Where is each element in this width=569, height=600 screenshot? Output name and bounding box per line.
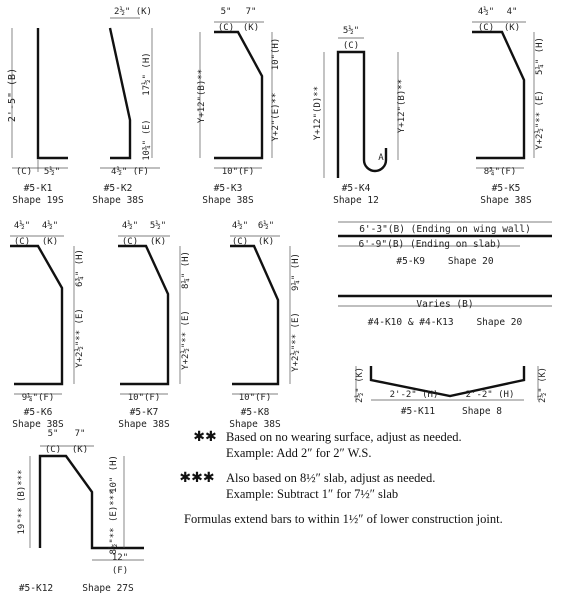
k7-k-label: (K) xyxy=(149,237,167,247)
k2-f-label: 4½" (F) xyxy=(111,167,149,177)
k3-c-length: 5" xyxy=(220,7,232,17)
shape-k4 xyxy=(313,25,407,206)
k11-shape-no: Shape 8 xyxy=(461,406,503,417)
k3-c-label: (C) xyxy=(217,23,235,33)
k6-c-label: (C) xyxy=(13,237,31,247)
k8-e-label: Y+2½"** (E) xyxy=(291,312,301,372)
k3-bar-mark: #5-K3 xyxy=(213,183,243,194)
k2-bar-mark: #5-K2 xyxy=(103,183,133,194)
k12-b-label: 19"** (B)*** xyxy=(17,469,27,535)
k12-h-label: 10" (H) xyxy=(109,455,119,493)
k5-f-label: 8¾"(F) xyxy=(483,167,517,177)
k8-c-label: (C) xyxy=(231,237,249,247)
k9-b-wing-label: 6'-3"(B) (Ending on wing wall) xyxy=(359,224,531,235)
shape-k10-k13 xyxy=(338,296,552,328)
k3-f-label: 10"(F) xyxy=(221,167,255,177)
k8-bar xyxy=(230,246,278,384)
k6-c-length: 4½" xyxy=(13,221,31,231)
k8-shape-no: Shape 38S xyxy=(229,419,281,430)
k11-h-left: 2'-2" (H) xyxy=(389,390,439,400)
k7-k-length: 5½" xyxy=(149,221,167,231)
k8-h-label: 9¼" (H) xyxy=(291,253,301,291)
k1-bar-mark: #5-K1 xyxy=(23,183,53,194)
k11-bar-mark: #5-K11 xyxy=(400,406,436,417)
k3-shape-no: Shape 38S xyxy=(202,195,254,206)
shape-k11 xyxy=(354,366,548,417)
k8-c-length: 4½" xyxy=(231,221,249,231)
k6-h-label: 6¾" (H) xyxy=(75,249,85,287)
k2-k-label: 2½" (K) xyxy=(114,7,152,17)
k1-c-label: (C) xyxy=(15,167,33,177)
k12-c-label: (C) xyxy=(44,445,62,455)
k11-k-right: 2½" (K) xyxy=(538,367,548,403)
k5-e-label: Y+2½"** (E) xyxy=(535,90,545,150)
note1-line2: Example: Add 2″ for 2″ W.S. xyxy=(226,446,372,460)
k3-k-label: (K) xyxy=(242,23,260,33)
k12-k-label: (K) xyxy=(71,445,89,455)
k7-c-label: (C) xyxy=(121,237,139,247)
k1-c-length: 5½" xyxy=(43,167,61,177)
k12-bar xyxy=(40,456,144,548)
note2-line1: Also based on 8½″ slab, adjust as needed. xyxy=(226,471,436,485)
k8-bar-mark: #5-K8 xyxy=(240,407,270,418)
k7-f-label: 10"(F) xyxy=(127,393,161,403)
k5-bar xyxy=(472,32,524,158)
shape-k2 xyxy=(92,6,160,206)
k5-bar-mark: #5-K5 xyxy=(491,183,521,194)
k5-c-length: 4½" xyxy=(477,7,495,17)
note1-symbol: ✱✱ xyxy=(193,430,217,445)
k12-f-label: (F) xyxy=(111,566,129,576)
note2-line2: Example: Subtract 1″ for 7½″ slab xyxy=(226,487,399,501)
shape-k12 xyxy=(17,429,144,594)
k6-k-label: (K) xyxy=(41,237,59,247)
k7-bar-mark: #5-K7 xyxy=(129,407,159,418)
k2-e-label: 10¾" (E) xyxy=(142,119,152,161)
k7-c-length: 4½" xyxy=(121,221,139,231)
k11-k-left: 2½" (K) xyxy=(355,367,365,403)
k5-h-label: 5¼" (H) xyxy=(535,37,545,75)
k5-c-label: (C) xyxy=(477,23,495,33)
k12-shape-no: Shape 27S xyxy=(82,583,134,594)
k6-k-length: 4½" xyxy=(41,221,59,231)
k4-c-length: 5½" xyxy=(342,26,360,36)
k7-e-label: Y+2½"** (E) xyxy=(181,310,191,370)
k10-b-label: Varies (B) xyxy=(416,299,474,310)
k8-k-length: 6½" xyxy=(257,221,275,231)
k4-bar-mark: #5-K4 xyxy=(341,183,371,194)
k12-c-length: 5" xyxy=(47,429,59,439)
k3-k-length: 7" xyxy=(245,7,257,17)
shape-k6 xyxy=(10,220,85,430)
notes-block xyxy=(179,430,502,526)
k3-bar xyxy=(214,32,262,158)
shape-k1 xyxy=(7,28,68,206)
k4-b-label: Y+12"(B)** xyxy=(397,78,407,134)
k12-e-label: 8½"** (E)*** xyxy=(109,489,119,555)
k8-f-label: 10"(F) xyxy=(238,393,272,403)
k10-caption: #4-K10 & #4-K13 Shape 20 xyxy=(367,317,523,328)
k1-bar xyxy=(38,28,68,158)
note2-symbol: ✱✱✱ xyxy=(179,471,215,486)
k12-k-length: 7" xyxy=(74,429,86,439)
k12-bar-mark: #5-K12 xyxy=(18,583,54,594)
k5-shape-no: Shape 38S xyxy=(480,195,532,206)
k3-e-label: Y+2"(E)** xyxy=(271,92,281,142)
note1-line1: Based on no wearing surface, adjust as needed. xyxy=(226,430,462,444)
k3-h-label: 10"(H) xyxy=(271,37,281,71)
k7-bar xyxy=(118,246,168,384)
shape-k8 xyxy=(229,220,301,430)
k2-shape-no: Shape 38S xyxy=(92,195,144,206)
k1-b-label: 2'-5" (B) xyxy=(7,67,18,123)
k12-f-length: 12" xyxy=(111,553,129,563)
shape-k7 xyxy=(118,220,191,430)
k4-c-label: (C) xyxy=(342,41,360,51)
k6-shape-no: Shape 38S xyxy=(12,419,64,430)
k5-k-label: (K) xyxy=(503,23,521,33)
note3-line1: Formulas extend bars to within 1½″ of lower construction joint. xyxy=(184,512,503,526)
k4-shape-no: Shape 12 xyxy=(333,195,379,206)
k1-shape-no: Shape 19S xyxy=(12,195,64,206)
k7-h-label: 8¼" (H) xyxy=(181,251,191,289)
k6-e-label: Y+2½"** (E) xyxy=(75,308,85,368)
k8-k-label: (K) xyxy=(257,237,275,247)
k6-bar xyxy=(10,246,62,384)
k2-bar xyxy=(110,28,130,158)
k5-k-length: 4" xyxy=(506,7,518,17)
k9-b-slab-label: 6'-9"(B) (Ending on slab) xyxy=(358,239,502,250)
k9-caption: #5-K9 Shape 20 xyxy=(396,256,494,267)
k4-a-label: A xyxy=(378,153,384,163)
shape-k5 xyxy=(472,6,545,206)
k4-d-label: Y+12"(D)** xyxy=(313,85,323,141)
shape-k9 xyxy=(338,222,552,267)
k6-f-label: 9¼"(F) xyxy=(21,393,55,403)
k6-bar-mark: #5-K6 xyxy=(23,407,53,418)
k11-h-right: 2'-2" (H) xyxy=(465,390,515,400)
k2-h-label: 17½" (H) xyxy=(142,52,152,96)
k3-b-label: Y+12"(B)** xyxy=(197,68,207,124)
shape-k3 xyxy=(197,7,281,206)
k7-shape-no: Shape 38S xyxy=(118,419,170,430)
